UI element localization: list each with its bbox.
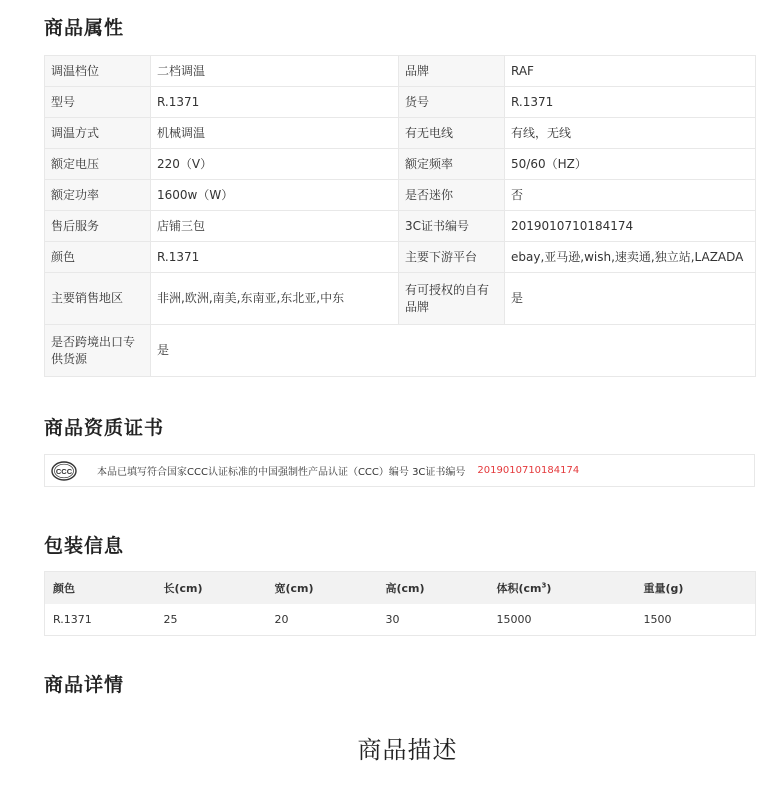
package-header-color: 颜色 bbox=[45, 572, 156, 604]
attribute-key: 3C证书编号 bbox=[399, 211, 505, 242]
attribute-key: 货号 bbox=[399, 87, 505, 118]
attribute-key: 品牌 bbox=[399, 56, 505, 87]
package-header-volume-label: 体积(cm bbox=[496, 581, 542, 595]
attribute-row bbox=[45, 87, 756, 118]
svg-text:CCC: CCC bbox=[55, 466, 73, 476]
certificate-section-title: 商品资质证书 bbox=[44, 417, 165, 439]
attribute-key: 有无电线 bbox=[399, 118, 505, 149]
package-header-length: 长(cm) bbox=[156, 572, 267, 604]
package-header-height: 高(cm) bbox=[378, 572, 489, 604]
attribute-key: 是否迷你 bbox=[399, 180, 505, 211]
attribute-value: 有线，无线 bbox=[505, 118, 756, 149]
certificate-text: 本品已填写符合国家CCC认证标准的中国强制性产品认证（CCC）编号 3C证书编号 bbox=[97, 467, 466, 478]
attribute-row bbox=[45, 242, 756, 273]
attribute-value: R.1371 bbox=[151, 242, 399, 273]
package-cell-width: 20 bbox=[274, 612, 289, 626]
attribute-value: 50/60（HZ） bbox=[505, 149, 756, 180]
attribute-value: 机械调温 bbox=[151, 118, 399, 149]
package-header-volume bbox=[489, 572, 636, 604]
attribute-key: 主要销售地区 bbox=[45, 273, 151, 325]
attribute-row bbox=[45, 211, 756, 242]
package-cell-height: 30 bbox=[385, 612, 400, 626]
attribute-key: 售后服务 bbox=[45, 211, 151, 242]
attribute-value: 是 bbox=[151, 325, 756, 377]
attribute-value: 二档调温 bbox=[151, 56, 399, 87]
package-header-row bbox=[45, 572, 756, 604]
attribute-row bbox=[45, 180, 756, 211]
attribute-row bbox=[45, 56, 756, 87]
attribute-row bbox=[45, 118, 756, 149]
certificate-box bbox=[44, 454, 755, 487]
attribute-value: 220（V） bbox=[151, 149, 399, 180]
attribute-key: 主要下游平台 bbox=[399, 242, 505, 273]
attribute-key: 颜色 bbox=[45, 242, 151, 273]
package-section-title: 包装信息 bbox=[44, 535, 125, 557]
attribute-row bbox=[45, 273, 756, 325]
package-header-weight: 重量(g) bbox=[636, 572, 756, 604]
package-cell-length: 25 bbox=[163, 612, 178, 626]
attributes-table bbox=[44, 55, 756, 377]
attribute-value: R.1371 bbox=[151, 87, 399, 118]
attribute-value: 非洲,欧洲,南美,东南亚,东北亚,中东 bbox=[151, 273, 399, 325]
package-header-width: 宽(cm) bbox=[267, 572, 378, 604]
attribute-key: 是否跨境出口专供货源 bbox=[45, 325, 151, 377]
attribute-value: 2019010710184174 bbox=[505, 211, 756, 242]
attribute-row bbox=[45, 325, 756, 377]
description-title: 商品描述 bbox=[357, 736, 458, 764]
attribute-key: 有可授权的自有品牌 bbox=[399, 273, 505, 325]
attribute-value: RAF bbox=[505, 56, 756, 87]
details-section-title: 商品详情 bbox=[44, 674, 125, 696]
package-cell-color: R.1371 bbox=[53, 612, 92, 626]
attribute-value: 否 bbox=[505, 180, 756, 211]
attribute-key: 调温档位 bbox=[45, 56, 151, 87]
certificate-number: 2019010710184174 bbox=[477, 465, 580, 476]
attribute-value: R.1371 bbox=[505, 87, 756, 118]
package-header-volume-sup: 3 bbox=[541, 581, 547, 590]
attribute-key: 额定频率 bbox=[399, 149, 505, 180]
package-cell-weight: 1500 bbox=[643, 612, 672, 626]
package-data-row bbox=[45, 604, 756, 636]
ccc-certification-icon bbox=[51, 461, 77, 481]
package-header-volume-close: ) bbox=[546, 581, 552, 595]
attribute-key: 型号 bbox=[45, 87, 151, 118]
package-cell-volume: 15000 bbox=[496, 612, 532, 626]
attribute-value: ebay,亚马逊,wish,速卖通,独立站,LAZADA bbox=[505, 242, 756, 273]
attributes-section-title: 商品属性 bbox=[44, 17, 125, 39]
attribute-value: 是 bbox=[505, 273, 756, 325]
attribute-value: 店铺三包 bbox=[151, 211, 399, 242]
attribute-key: 额定电压 bbox=[45, 149, 151, 180]
package-table bbox=[44, 571, 756, 636]
attribute-value: 1600w（W） bbox=[151, 180, 399, 211]
attribute-key: 额定功率 bbox=[45, 180, 151, 211]
attribute-row bbox=[45, 149, 756, 180]
attribute-key: 调温方式 bbox=[45, 118, 151, 149]
